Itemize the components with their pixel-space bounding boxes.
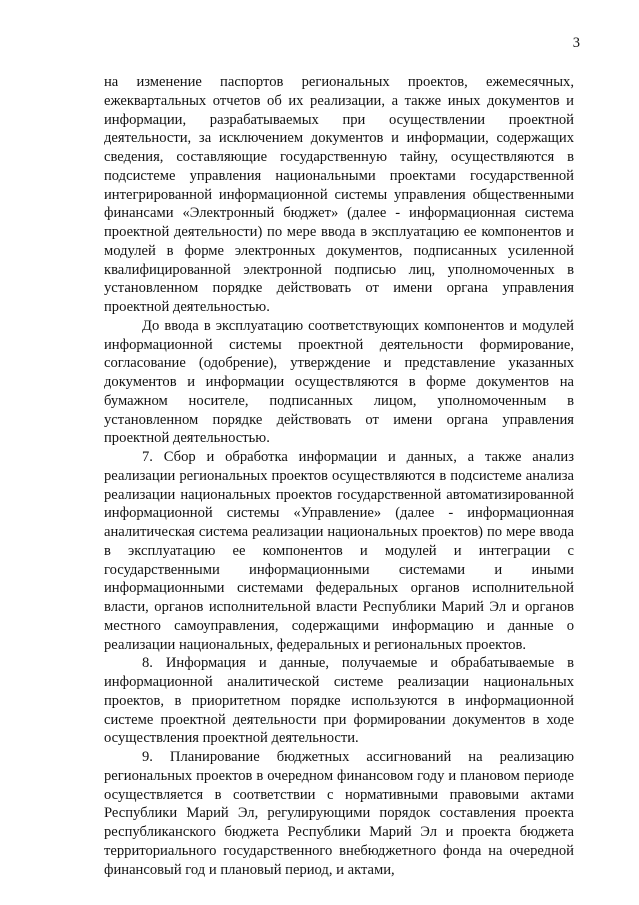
paragraph-item-9: 9. Планирование бюджетных ассигнований на реализацию региональных проектов в очередном финансовом году и плановом периоде осуществляется в соответствии с нормативными правовыми актами Республики Марий Эл, регулирующими порядок составления проекта республиканского бюджета Республики Марий Эл и проекта бюджета территориального государственного внебюджетного фонда на очередной финансовый год и плановый период, и актами,	[104, 749, 574, 878]
document-body	[104, 73, 574, 879]
paragraph-continuation: на изменение паспортов региональных проектов, ежемесячных, ежеквартальных отчетов об их реализации, а также иных документов и информации, разрабатываемых при осуществлении проектной деятельности, за исключением документов и информации, содержащих сведения, составляющие государственную тайну, осуществляются в подсистеме управления национальными проектами государственной интегрированной информационной системы управления общественными финансами «Электронный бюджет» (далее - информационная система проектной деятельности) по мере ввода в эксплуатацию ее компонентов и модулей в форме электронных документов, подписанных усиленной квалифицированной электронной подписью лиц, уполномоченных в установленном порядке действовать от имени органа управления проектной деятельностью.	[104, 74, 574, 315]
page-number: 3	[572, 35, 580, 51]
paragraph-item-7: 7. Сбор и обработка информации и данных, а также анализ реализации региональных проектов осуществляются в подсистеме анализа реализации национальных проектов государственной автоматизированной информационной системы «Управление» (далее - информационная аналитическая система реализации национальных проектов) по мере ввода в эксплуатацию ее компонентов и модулей и интеграции с государственными информационными системами и иными информационными системами федеральных органов исполнительной власти, органов исполнительной власти Республики Марий Эл и органов местного самоуправления, содержащими информацию и данные о реализации национальных, федеральных и региональных проектов.	[104, 449, 574, 653]
paragraph-item-8: 8. Информация и данные, получаемые и обрабатываемые в информационной аналитической системе реализации национальных проектов, в приоритетном порядке используются в информационной системе проектной деятельности при формировании документов в ходе осуществления проектной деятельности.	[104, 655, 574, 747]
paragraph-before-system-launch: До ввода в эксплуатацию соответствующих компонентов и модулей информационной системы проектной деятельности формирование, согласование (одобрение), утверждение и представление указанных документов и информации осуществляются в форме документов на бумажном носителе, подписанных лицом, уполномоченным в установленном порядке действовать от имени органа управления проектной деятельностью.	[104, 317, 574, 447]
